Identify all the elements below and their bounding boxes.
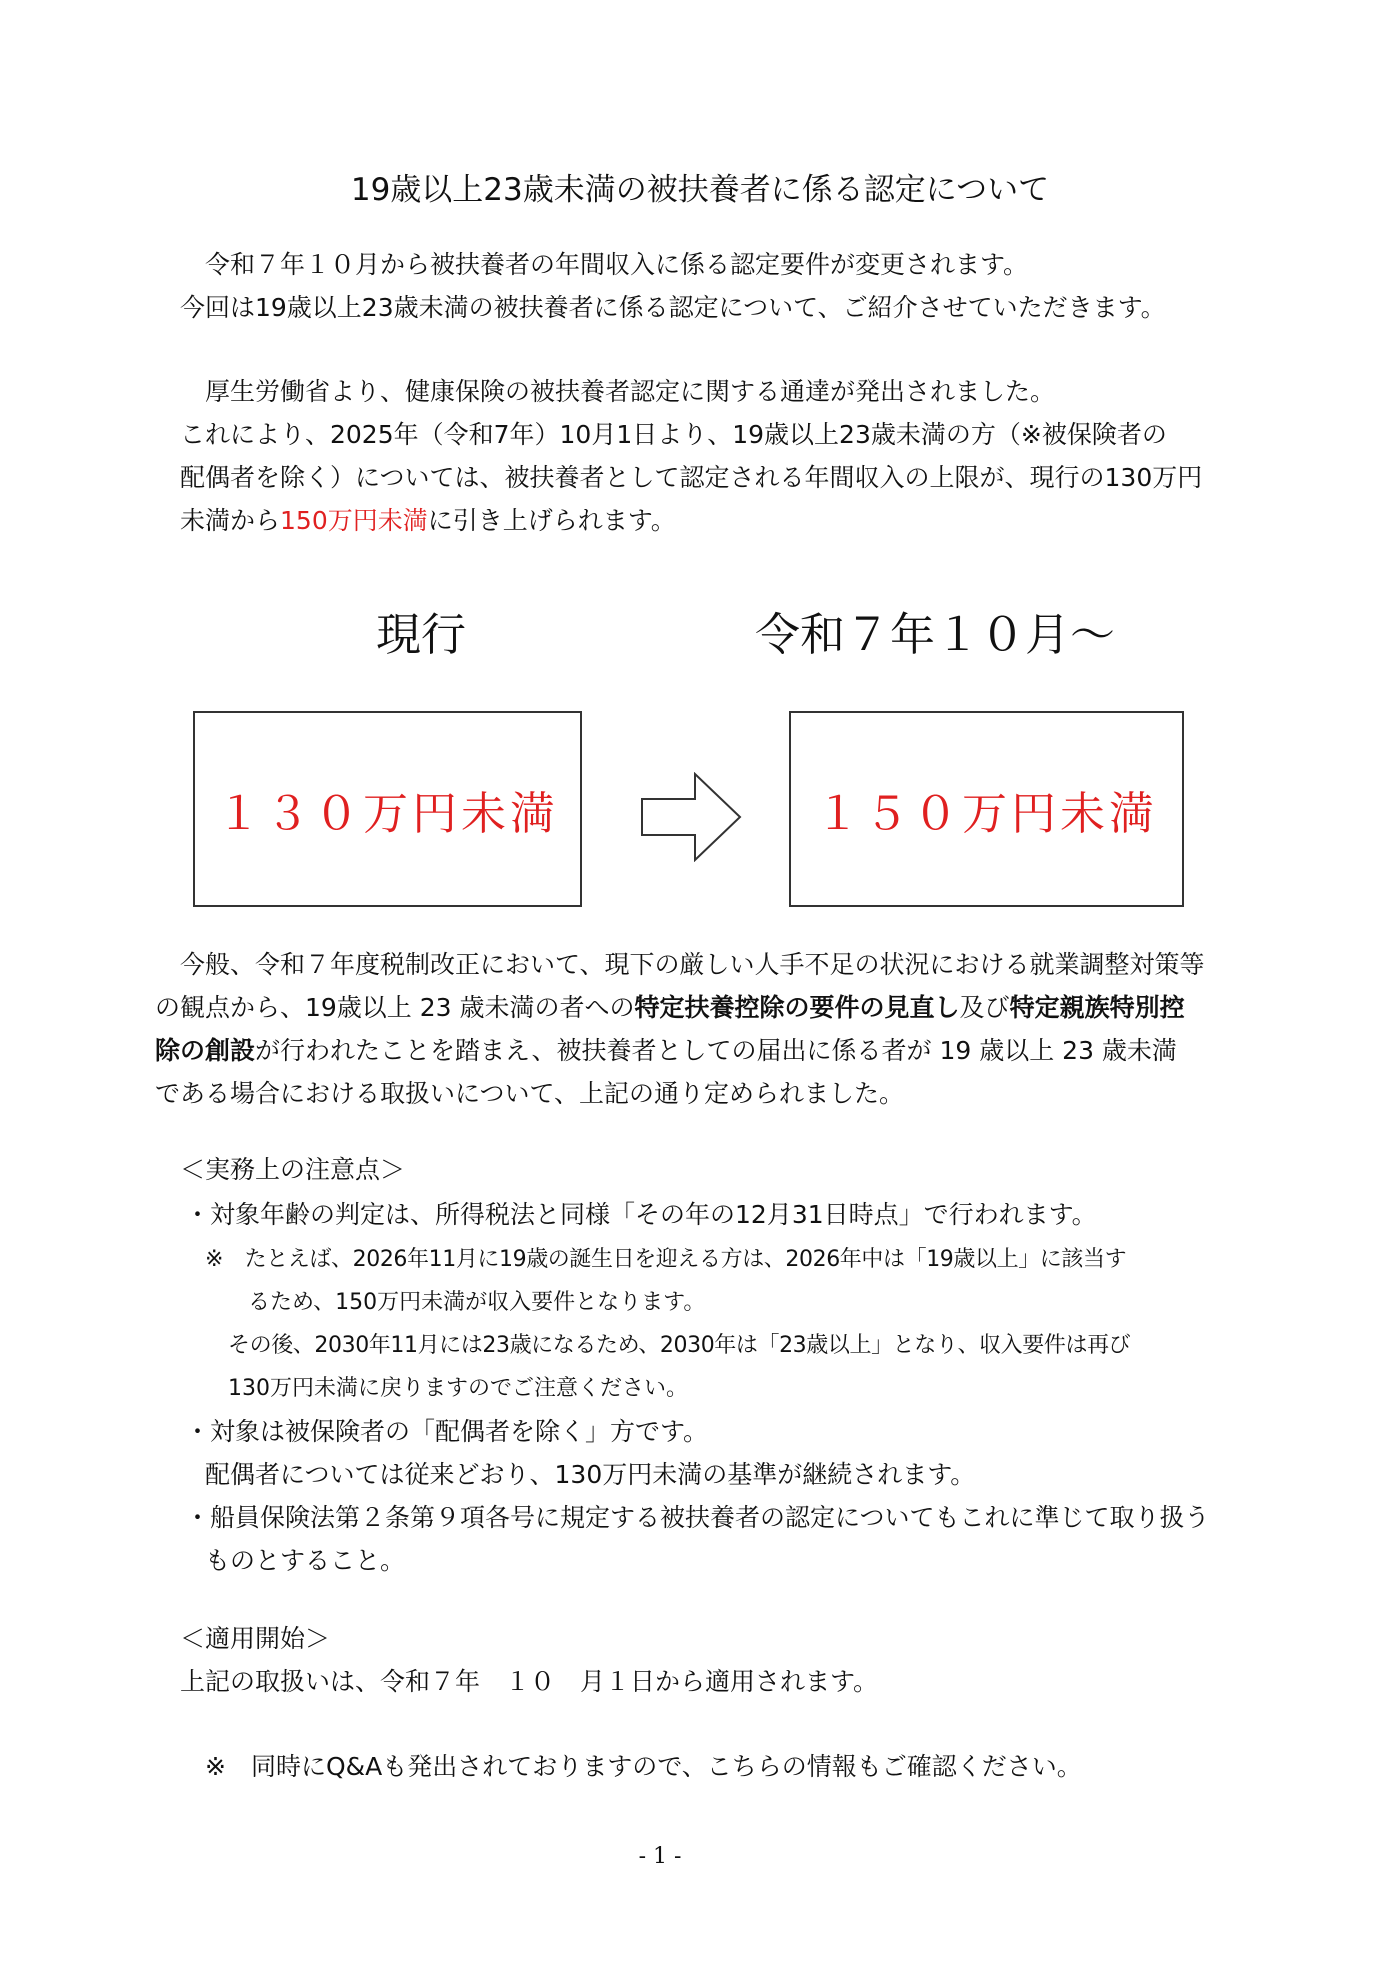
para2-line-4-pre: 未満から	[180, 506, 281, 535]
para2-line-4	[180, 506, 676, 536]
para2-line-3: 配偶者を除く）については、被扶養者として認定される年間収入の上限が、現行の130万円	[180, 463, 1203, 492]
arrow-right-icon	[640, 772, 745, 862]
note-bullet-1: ・対象年齢の判定は、所得税法と同様「その年の12月31日時点」で行われます。	[185, 1200, 1097, 1229]
note-example-3: その後、2030年11月には23歳になるため、2030年は「23歳以上」となり、収入要件は再び	[228, 1333, 1131, 1358]
bold-specific-relative-deduction: 特定親族特別控	[1009, 993, 1185, 1022]
intro-line-2: 今回は19歳以上23歳未満の被扶養者に係る認定について、ご紹介させていただきます。	[180, 293, 1166, 322]
para2-line-1: 厚生労働省より、健康保険の被扶養者認定に関する通達が発出されました。	[205, 377, 1056, 406]
highlight-150man: 150万円未満	[280, 506, 428, 535]
page-title: 19歳以上23歳未満の被扶養者に係る認定について	[350, 172, 1050, 208]
note-bullet-2: ・対象は被保険者の「配偶者を除く」方です。	[185, 1417, 709, 1446]
new-label: 令和７年１０月～	[755, 608, 1116, 661]
para2-line-2: これにより、2025年（令和7年）10月1日より、19歳以上23歳未満の方（※被保険者の	[180, 420, 1167, 449]
current-label: 現行	[376, 608, 467, 661]
para3-line-3-post: が行われたことを踏まえ、被扶養者としての届出に係る者が 19 歳以上 23 歳未満	[255, 1036, 1177, 1065]
bold-creation: 除の創設	[155, 1036, 256, 1065]
footnote: ※ 同時にQ&Aも発出されておりますので、こちらの情報もご確認ください。	[205, 1752, 1082, 1781]
note-example-1: ※ たとえば、2026年11月に19歳の誕生日を迎える方は、2026年中は「19歳以上」に該当す	[205, 1247, 1127, 1272]
new-limit-value: １５０万円未満	[814, 786, 1158, 840]
new-limit-box	[789, 711, 1184, 907]
bold-specific-dependent-deduction: 特定扶養控除の要件の見直し	[634, 993, 960, 1022]
para3-line-2-mid: 及び	[959, 993, 1010, 1022]
application-text: 上記の取扱いは、令和７年 １０ 月１日から適用されます。	[180, 1667, 879, 1696]
current-limit-box	[193, 711, 582, 907]
note-bullet-3: ・船員保険法第２条第９項各号に規定する被扶養者の認定についてもこれに準じて取り扱う	[185, 1503, 1210, 1532]
para3-line-1: 今般、令和７年度税制改正において、現下の厳しい人手不足の状況における就業調整対策等	[180, 950, 1205, 979]
notes-heading: ＜実務上の注意点＞	[180, 1155, 406, 1184]
para3-line-2-pre: の観点から、19歳以上 23 歳未満の者への	[155, 993, 635, 1022]
para3-line-4: である場合における取扱いについて、上記の通り定められました。	[155, 1079, 905, 1108]
page-number: - 1 -	[638, 1844, 682, 1869]
current-limit-value: １３０万円未満	[215, 786, 559, 840]
note-example-4: 130万円未満に戻りますのでご注意ください。	[228, 1376, 688, 1401]
note-bullet-3-sub: ものとすること。	[205, 1546, 406, 1575]
para3-line-3	[155, 1036, 1177, 1066]
para3-line-2	[155, 993, 1185, 1023]
application-heading: ＜適用開始＞	[180, 1624, 331, 1653]
note-bullet-2-sub: 配偶者については従来どおり、130万円未満の基準が継続されます。	[205, 1460, 976, 1489]
para2-line-4-post: に引き上げられます。	[427, 506, 676, 535]
note-example-2: るため、150万円未満が収入要件となります。	[248, 1290, 706, 1315]
intro-line-1: 令和７年１０月から被扶養者の年間収入に係る認定要件が変更されます。	[205, 250, 1029, 279]
